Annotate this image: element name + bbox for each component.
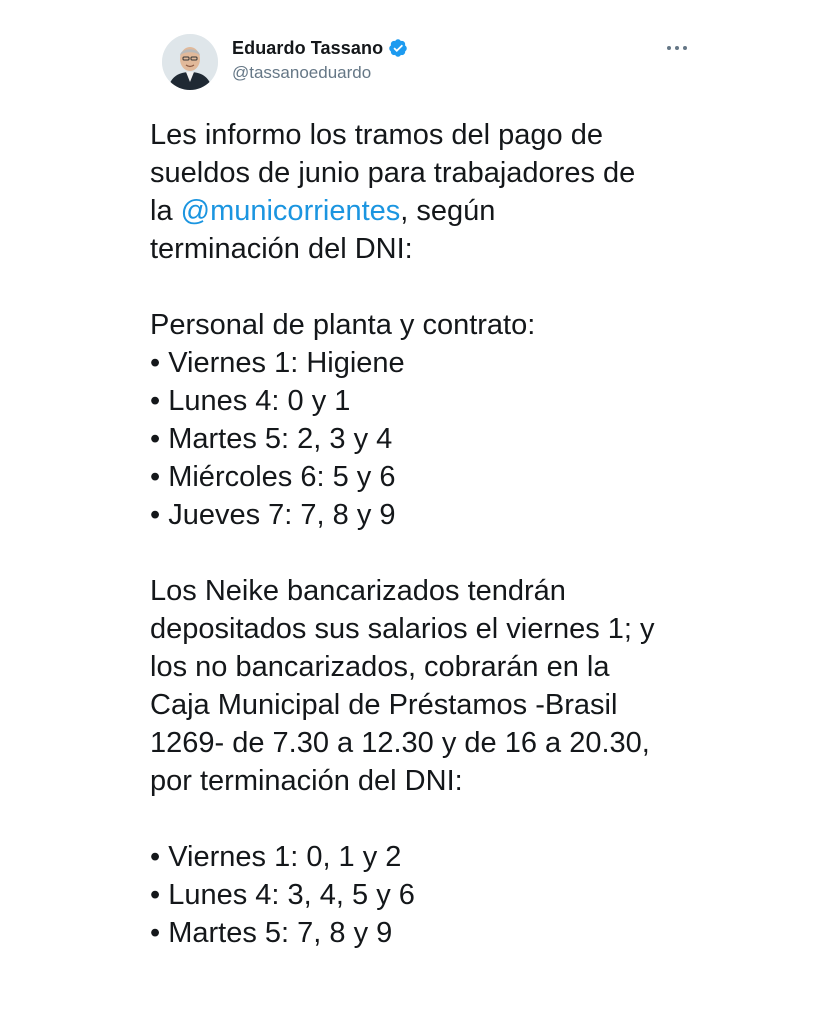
tweet-header	[162, 34, 702, 98]
schedule-item: • Jueves 7: 7, 8 y 9	[150, 499, 396, 531]
intro-line: sueldos de junio para trabajadores de	[150, 157, 636, 189]
schedule-item: • Lunes 4: 0 y 1	[150, 385, 351, 417]
paragraph-gap	[150, 800, 710, 838]
more-dot	[675, 46, 679, 50]
author-names	[232, 36, 408, 83]
more-dot	[683, 46, 687, 50]
paragraph-gap	[150, 268, 710, 306]
verified-badge-icon	[388, 38, 408, 58]
intro-line-with-mention	[150, 192, 710, 230]
display-name[interactable]: Eduardo Tassano	[232, 37, 384, 58]
section-title: Personal de planta y contrato:	[150, 309, 536, 341]
schedule-item: • Martes 5: 2, 3 y 4	[150, 423, 393, 455]
mention-link[interactable]: @municorrientes	[180, 195, 401, 227]
body-line: depositados sus salarios el viernes 1; y	[150, 613, 655, 645]
intro-prefix: la	[150, 195, 181, 227]
schedule-item: • Martes 5: 7, 8 y 9	[150, 917, 393, 949]
display-name-row	[232, 36, 408, 60]
avatar-photo-icon	[162, 34, 218, 90]
body-line: Caja Municipal de Préstamos -Brasil	[150, 689, 618, 721]
schedule-item: • Viernes 1: 0, 1 y 2	[150, 841, 402, 873]
avatar[interactable]	[162, 34, 218, 90]
tweet-text	[150, 116, 710, 952]
body-line: 1269- de 7.30 a 12.30 y de 16 a 20.30,	[150, 727, 650, 759]
handle[interactable]: @tassanoeduardo	[232, 63, 372, 82]
body-line: por terminación del DNI:	[150, 765, 463, 797]
schedule-item: • Miércoles 6: 5 y 6	[150, 461, 396, 493]
schedule-item: • Viernes 1: Higiene	[150, 347, 405, 379]
body-line: los no bancarizados, cobrarán en la	[150, 651, 610, 683]
schedule-item: • Lunes 4: 3, 4, 5 y 6	[150, 879, 415, 911]
intro-line: terminación del DNI:	[150, 233, 413, 265]
intro-line: Les informo los tramos del pago de	[150, 119, 603, 151]
more-options-icon[interactable]	[662, 38, 692, 58]
body-line: Los Neike bancarizados tendrán	[150, 575, 566, 607]
more-dot	[667, 46, 671, 50]
intro-suffix: , según	[400, 195, 496, 227]
paragraph-gap	[150, 534, 710, 572]
